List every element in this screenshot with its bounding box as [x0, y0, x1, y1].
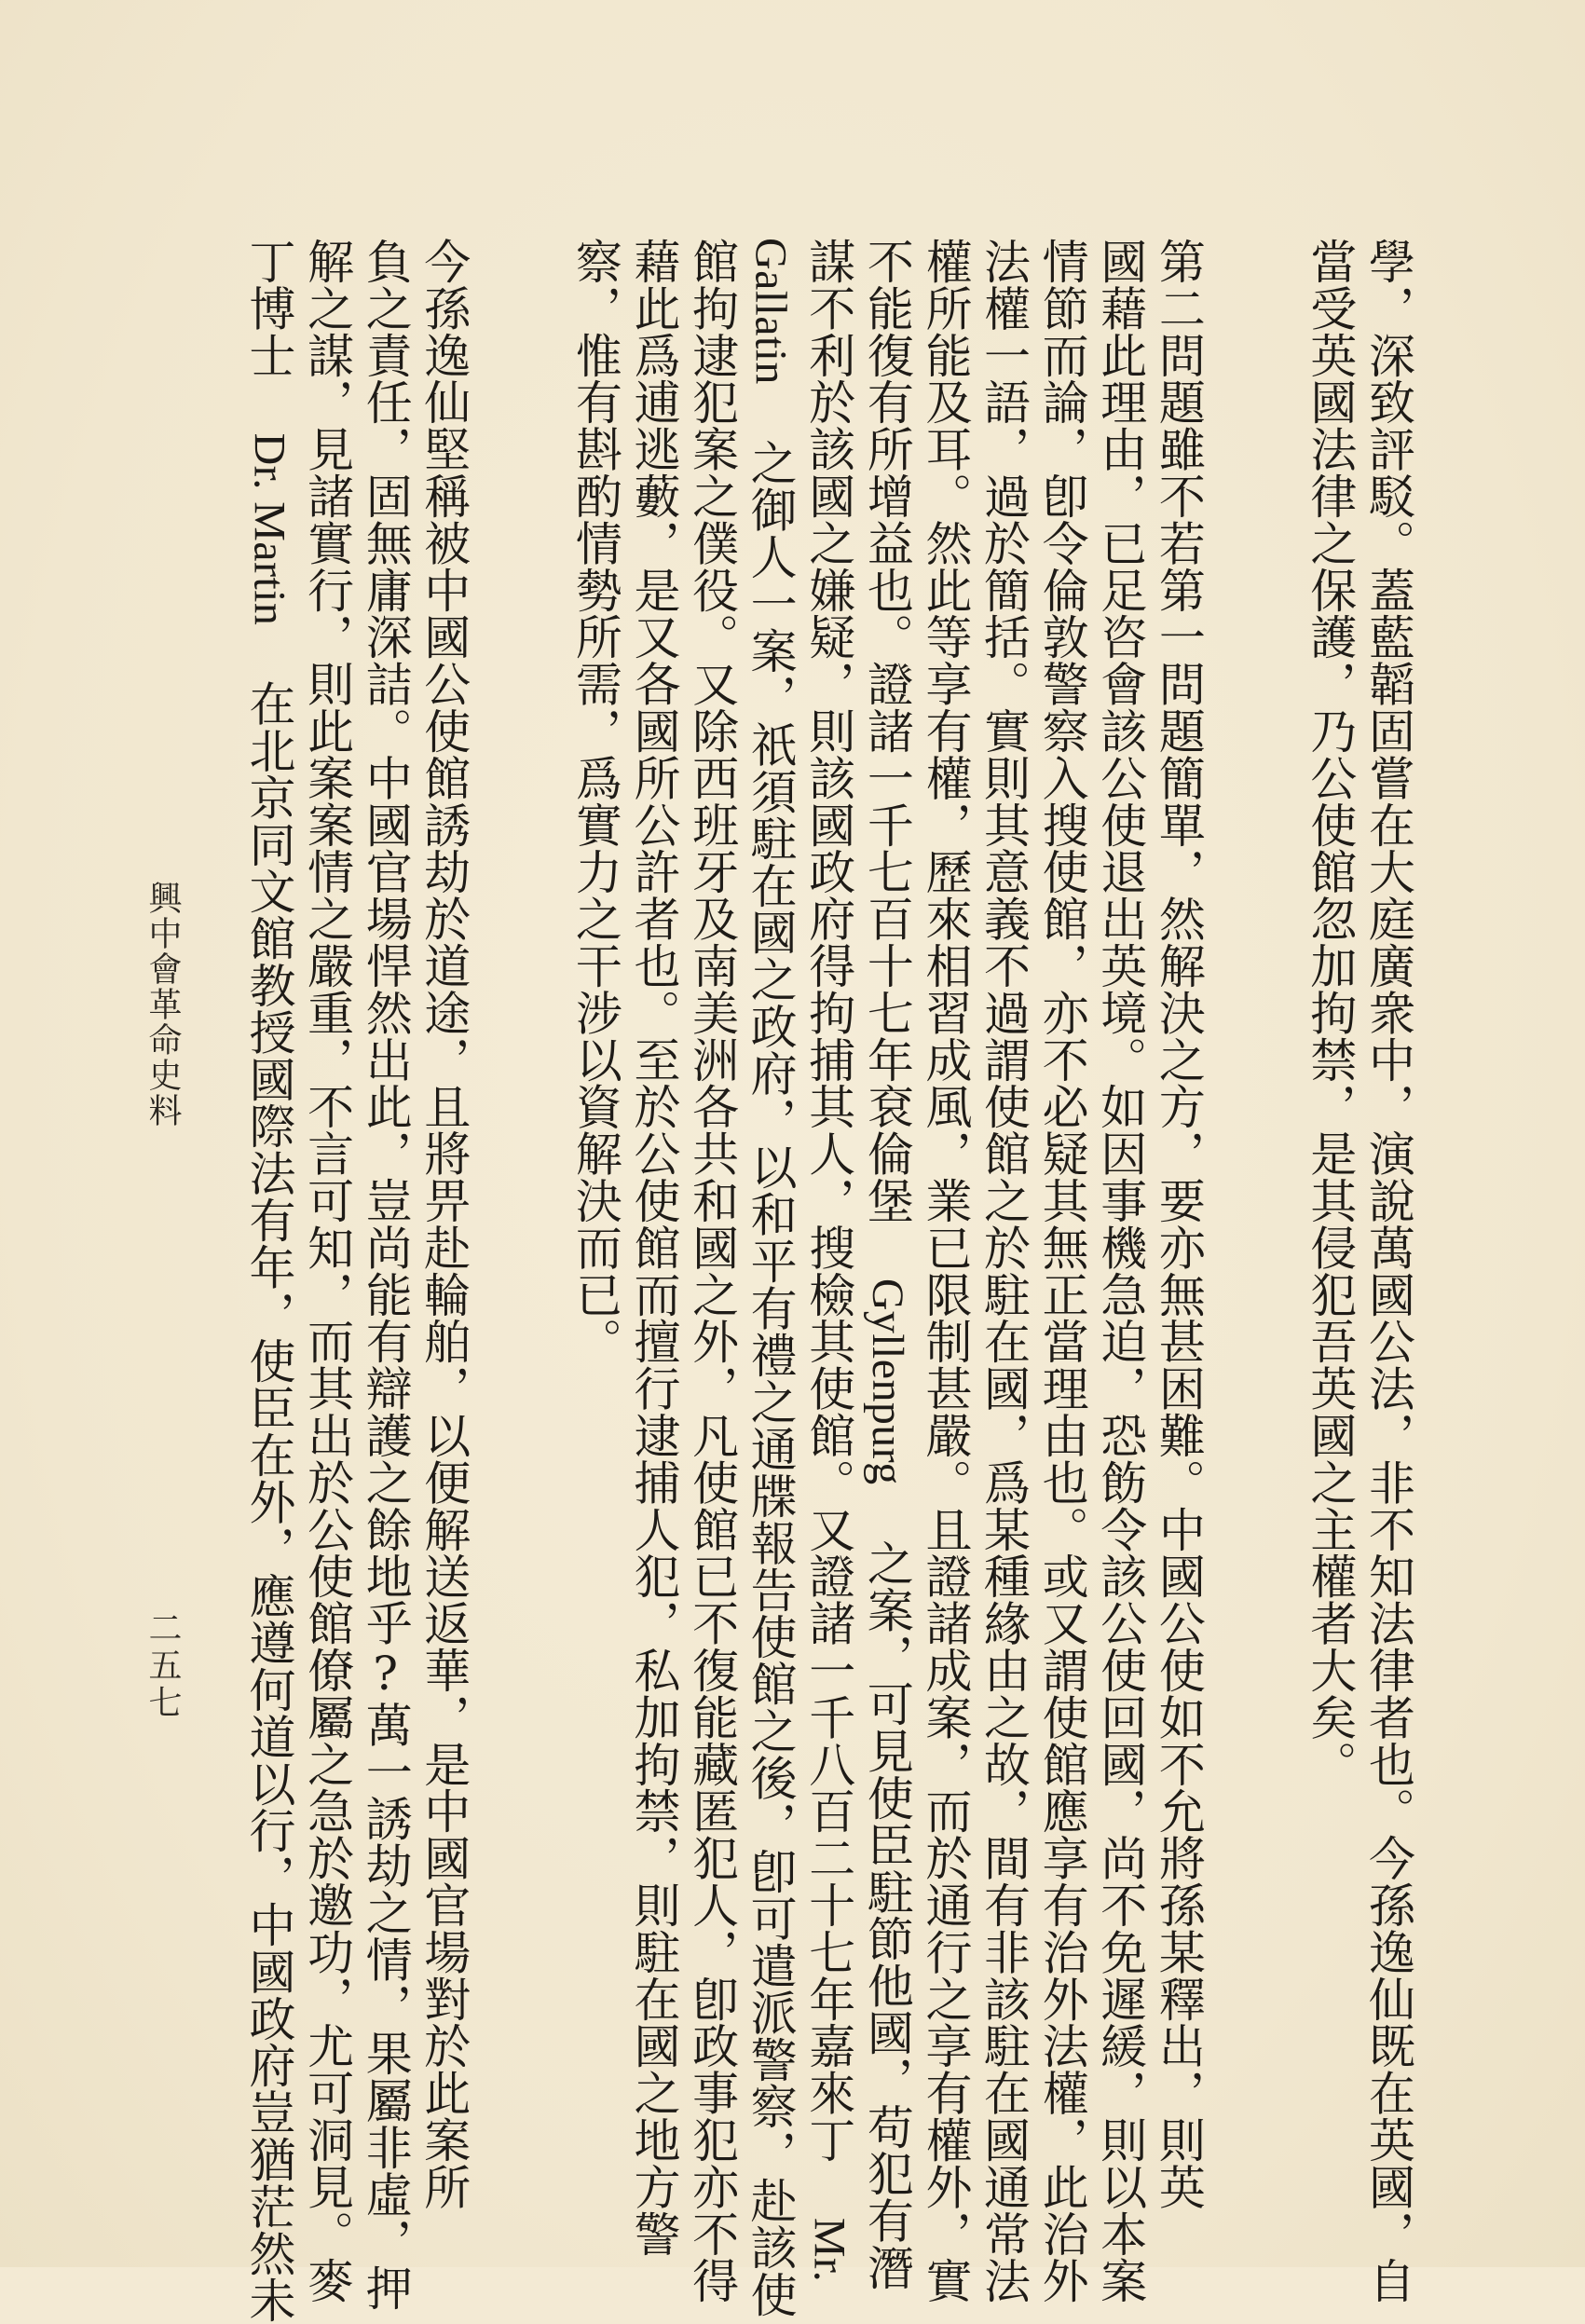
text-column-14: 今孫逸仙堅稱被中國公使館誘劫於道途，且將畀赴輪舶，以便解送返華，是中國官場對於此案所: [417, 238, 471, 2210]
text-segment: 謀不利於該國之嫌疑，則該國政府得拘捕其人，搜檢其使館。又證諸一千八百二十七年嘉來丁: [801, 238, 856, 2218]
latin-name-gallatin: Gallatin: [745, 238, 796, 385]
text-column-2: 當受英國法律之保護，乃公使館忽加拘禁，是其侵犯吾英國之主權者大矣。: [1303, 238, 1358, 1788]
text-column-12: 藉此爲逋逃藪，是又各國所公許者也。至於公使館而擅行逮捕人犯，私加拘禁，則駐在國之地方警: [626, 238, 681, 2258]
text-segment: 不能復有所增益也。證諸一千七百十七年袞倫堡: [859, 238, 914, 1278]
text-column-7: 權所能及耳。然此等享有權，歷來相習成風，業已限制甚嚴。且證諸成案，而於通行之享有權外，實: [918, 238, 973, 2304]
text-segment: 之案，可見使臣駐節他國，苟犯有潛: [859, 1484, 914, 2291]
text-segment: 丁博士: [241, 238, 296, 433]
latin-title-mr: Mr.: [804, 2217, 854, 2283]
page-number: 二五七: [143, 1610, 182, 1722]
text-column-8: [857, 238, 916, 2291]
latin-name-gyllenpurg: Gyllenpurg: [862, 1278, 912, 1485]
text-column-5: 情節而論，卽令倫敦警察入搜使館，亦不必疑其無正當理由也。或又謂使館應享有治外法權，此治外: [1034, 238, 1089, 2304]
text-column-3: 第二問題雖不若第一問題簡單，然解決之方，要亦無甚困難。中國公使如不允將孫某釋出，則英: [1151, 238, 1206, 2210]
text-column-9: [799, 238, 858, 2283]
text-column-10: [741, 238, 799, 2318]
running-book-title: 興中會革命史料: [143, 881, 182, 1128]
text-column-1: 學，深致評駁。蓋藍韜固嘗在大庭廣衆中，演說萬國公法，非不知法律者也。今孫逸仙既在英國，自: [1361, 238, 1415, 2304]
text-segment: 之御人一案，祇須駐在國之政府，以和平有禮之通牒報告使館之後，卽可遣派警察，赴該使: [743, 384, 798, 2318]
text-column-16: 解之謀，見諸實行，則此案案情之嚴重，不言可知，而其出於公使館僚屬之急於邀功，尤可洞見。麥: [300, 238, 355, 2304]
text-column-13: 察，惟有斟酌情勢所需，爲實力之干涉以資解決而已。: [567, 238, 622, 1365]
text-column-4: 國藉此理由，已足咨會該公使退出英境。如因事機急迫，恐飭令該公使回國，尚不免遲緩，則以本案: [1093, 238, 1148, 2304]
body-text: [239, 238, 1417, 2324]
text-column-6: 法權一語，過於簡括。實則其意義不過謂使館之於駐在國，爲某種緣由之故，間有非該駐在國通常法: [977, 238, 1032, 2304]
latin-name-dr-martin: Dr. Martin: [244, 432, 294, 626]
text-segment: 在北京同文館教授國際法有年，使臣在外，應遵何道以行，中國政府豈猶茫然未: [241, 625, 296, 2324]
text-column-15: 負之責任，固無庸深詰。中國官場悍然出此，豈尚能有辯護之餘地乎?萬一誘劫之情，果屬非虛，押: [358, 238, 413, 2312]
text-column-17: [239, 238, 298, 2324]
text-column-11: 館拘逮犯案之僕役。又除西班牙及南美洲各共和國之外，凡使館已不復能藏匿犯人，卽政事犯亦不得: [685, 238, 740, 2304]
